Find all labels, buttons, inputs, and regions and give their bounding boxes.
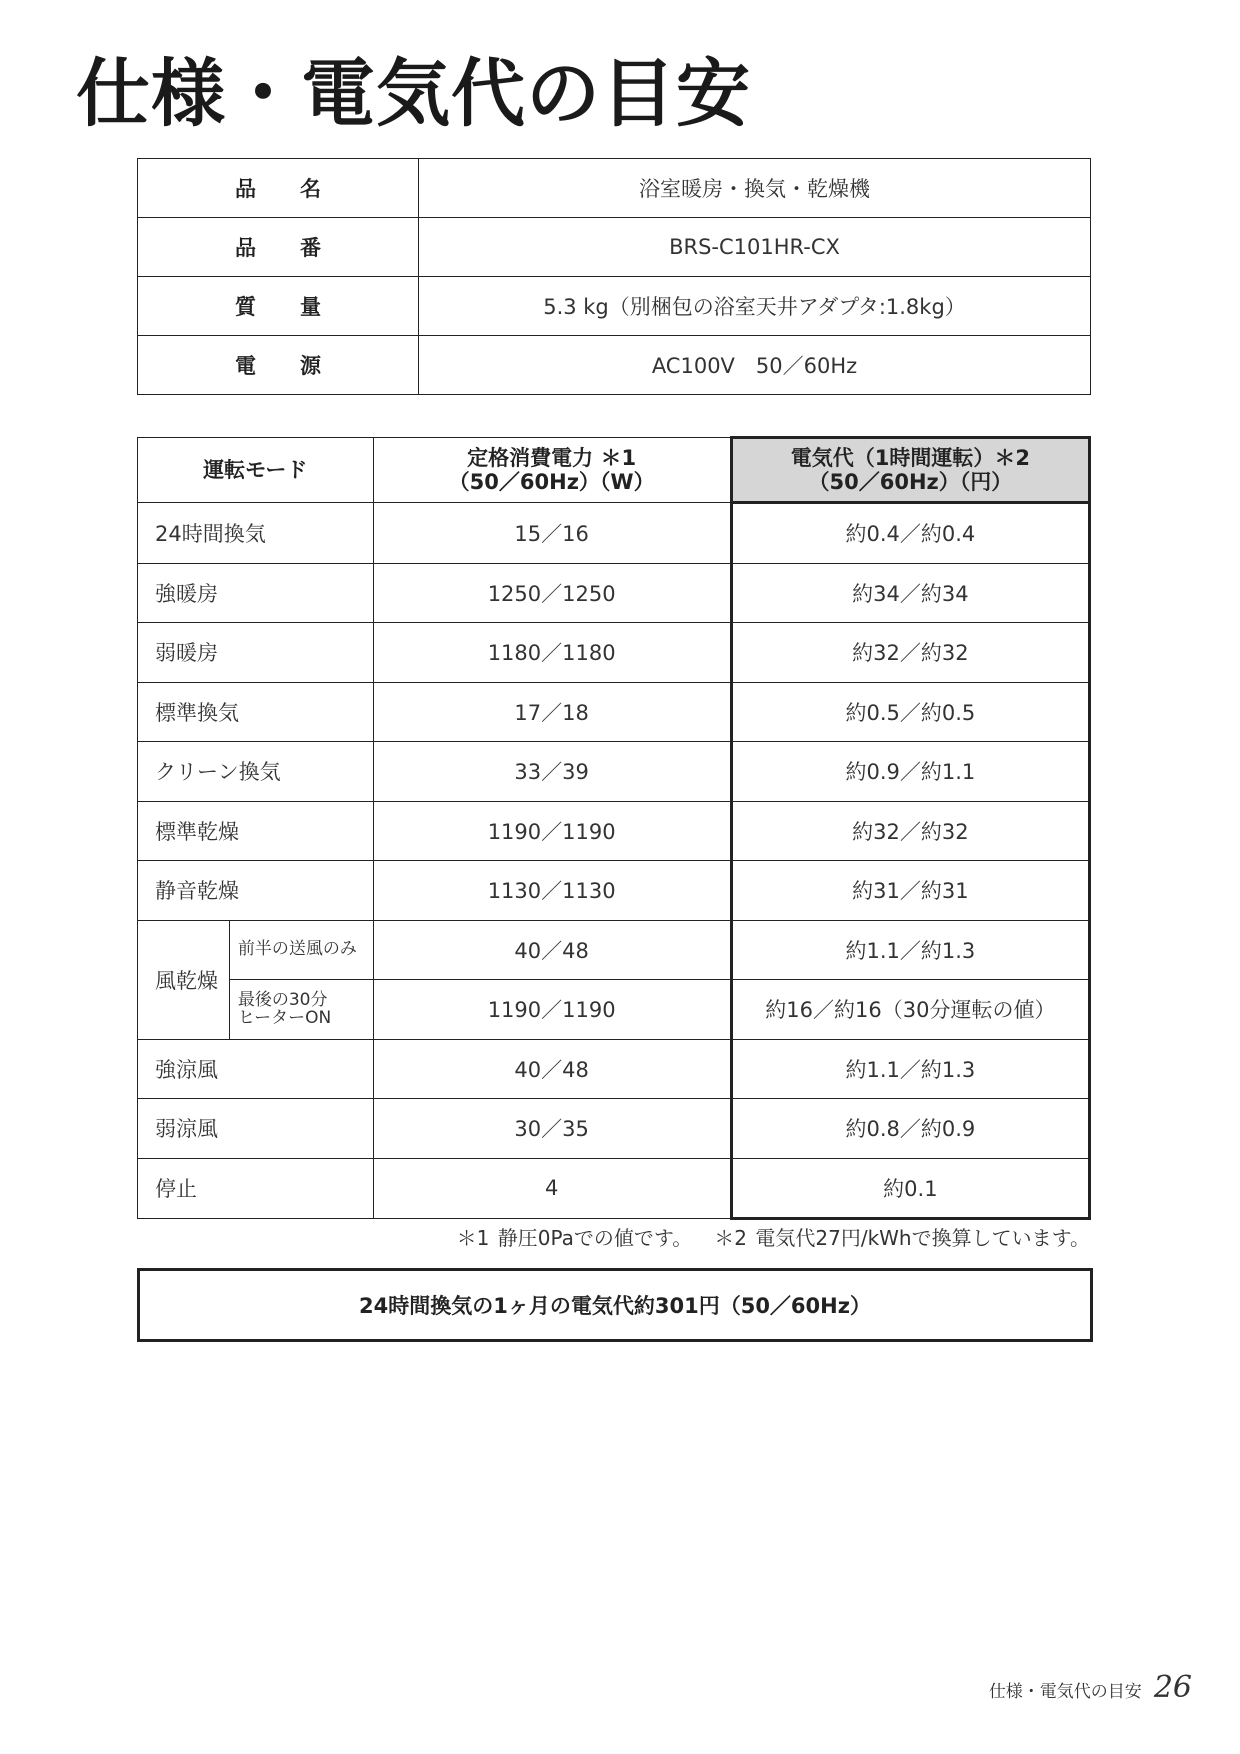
footnotes xyxy=(457,1222,1090,1251)
power-cell: 33／39 xyxy=(373,742,731,802)
spec-value: BRS-C101HR-CX xyxy=(419,218,1091,277)
table-row xyxy=(138,623,1090,683)
power-cell: 17／18 xyxy=(373,682,731,742)
page-footer xyxy=(989,1670,1192,1705)
power-cell: 1190／1190 xyxy=(373,801,731,861)
spec-row xyxy=(138,159,1091,218)
header-power-line2: （50／60Hz）（W） xyxy=(448,470,655,494)
table-row xyxy=(138,980,1090,1040)
cost-cell: 約34／約34 xyxy=(731,563,1089,623)
monthly-cost-summary: 24時間換気の1ヶ月の電気代約301円（50／60Hz） xyxy=(137,1268,1093,1342)
cost-cell: 約1.1／約1.3 xyxy=(731,920,1089,980)
power-cost-table xyxy=(137,436,1091,1220)
spec-label: 質量 xyxy=(138,277,419,336)
mode-cell: 標準乾燥 xyxy=(138,801,374,861)
header-cost-line1: 電気代（1時間運転）＊2 xyxy=(790,445,1030,470)
table-row xyxy=(138,861,1090,921)
cost-cell: 約31／約31 xyxy=(731,861,1089,921)
table-row xyxy=(138,503,1090,564)
power-cell: 1180／1180 xyxy=(373,623,731,683)
table-row xyxy=(138,563,1090,623)
table-row xyxy=(138,1099,1090,1159)
table-row xyxy=(138,742,1090,802)
spec-label: 品名 xyxy=(138,159,419,218)
spec-value: 浴室暖房・換気・乾燥機 xyxy=(419,159,1091,218)
mode-cell: 停止 xyxy=(138,1158,374,1219)
spec-label: 品番 xyxy=(138,218,419,277)
cost-cell: 約0.9／約1.1 xyxy=(731,742,1089,802)
cost-cell: 約32／約32 xyxy=(731,801,1089,861)
mode-cell: 弱涼風 xyxy=(138,1099,374,1159)
mode-cell-wind-dry: 風乾燥 xyxy=(138,920,230,1039)
power-cell: 1190／1190 xyxy=(373,980,731,1040)
power-cell: 40／48 xyxy=(373,1039,731,1099)
power-cell: 30／35 xyxy=(373,1099,731,1159)
mode-cell: 弱暖房 xyxy=(138,623,374,683)
page-title: 仕様・電気代の目安 xyxy=(76,51,751,137)
mode-cell: 静音乾燥 xyxy=(138,861,374,921)
table-header-row xyxy=(138,438,1090,503)
submode-cell xyxy=(229,980,373,1040)
spec-label: 電源 xyxy=(138,336,419,395)
table-row xyxy=(138,801,1090,861)
footnote-2: ＊2 電気代27円/kWhで換算しています。 xyxy=(714,1226,1090,1250)
table-row xyxy=(138,920,1090,980)
table-row xyxy=(138,682,1090,742)
footer-title: 仕様・電気代の目安 xyxy=(988,1682,1142,1702)
power-cell: 4 xyxy=(373,1158,731,1219)
cost-cell: 約0.5／約0.5 xyxy=(731,682,1089,742)
header-power xyxy=(373,438,731,503)
header-cost xyxy=(731,438,1089,503)
mode-cell: 標準換気 xyxy=(138,682,374,742)
header-mode: 運転モード xyxy=(138,438,374,503)
mode-cell: 強涼風 xyxy=(138,1039,374,1099)
power-cell: 15／16 xyxy=(373,503,731,564)
submode-cell: 前半の送風のみ xyxy=(229,920,373,980)
footnote-1: ＊1 静圧0Paでの値です。 xyxy=(456,1226,693,1250)
power-cell: 1250／1250 xyxy=(373,563,731,623)
submode-line2: ヒーターON xyxy=(237,1008,332,1029)
power-cell: 1130／1130 xyxy=(373,861,731,921)
cost-cell: 約0.1 xyxy=(731,1158,1089,1219)
page-number: 26 xyxy=(1153,1670,1192,1705)
cost-cell: 約0.4／約0.4 xyxy=(731,503,1089,564)
table-row xyxy=(138,1158,1090,1219)
spec-table xyxy=(137,158,1091,395)
header-cost-line2: （50／60Hz）（円） xyxy=(808,470,1013,494)
spec-row xyxy=(138,277,1091,336)
mode-cell: 強暖房 xyxy=(138,563,374,623)
cost-cell: 約32／約32 xyxy=(731,623,1089,683)
table-row xyxy=(138,1039,1090,1099)
power-cell: 40／48 xyxy=(373,920,731,980)
header-power-line1: 定格消費電力 ＊1 xyxy=(467,445,637,470)
cost-cell: 約1.1／約1.3 xyxy=(731,1039,1089,1099)
spec-row xyxy=(138,218,1091,277)
spec-row xyxy=(138,336,1091,395)
mode-cell: 24時間換気 xyxy=(138,503,374,564)
mode-cell: クリーン換気 xyxy=(138,742,374,802)
spec-value: AC100V 50／60Hz xyxy=(419,336,1091,395)
cost-cell: 約0.8／約0.9 xyxy=(731,1099,1089,1159)
cost-cell: 約16／約16（30分運転の値） xyxy=(731,980,1089,1040)
spec-value: 5.3 kg（別梱包の浴室天井アダプタ:1.8kg） xyxy=(419,277,1091,336)
submode-line1: 最後の30分 xyxy=(237,989,328,1010)
